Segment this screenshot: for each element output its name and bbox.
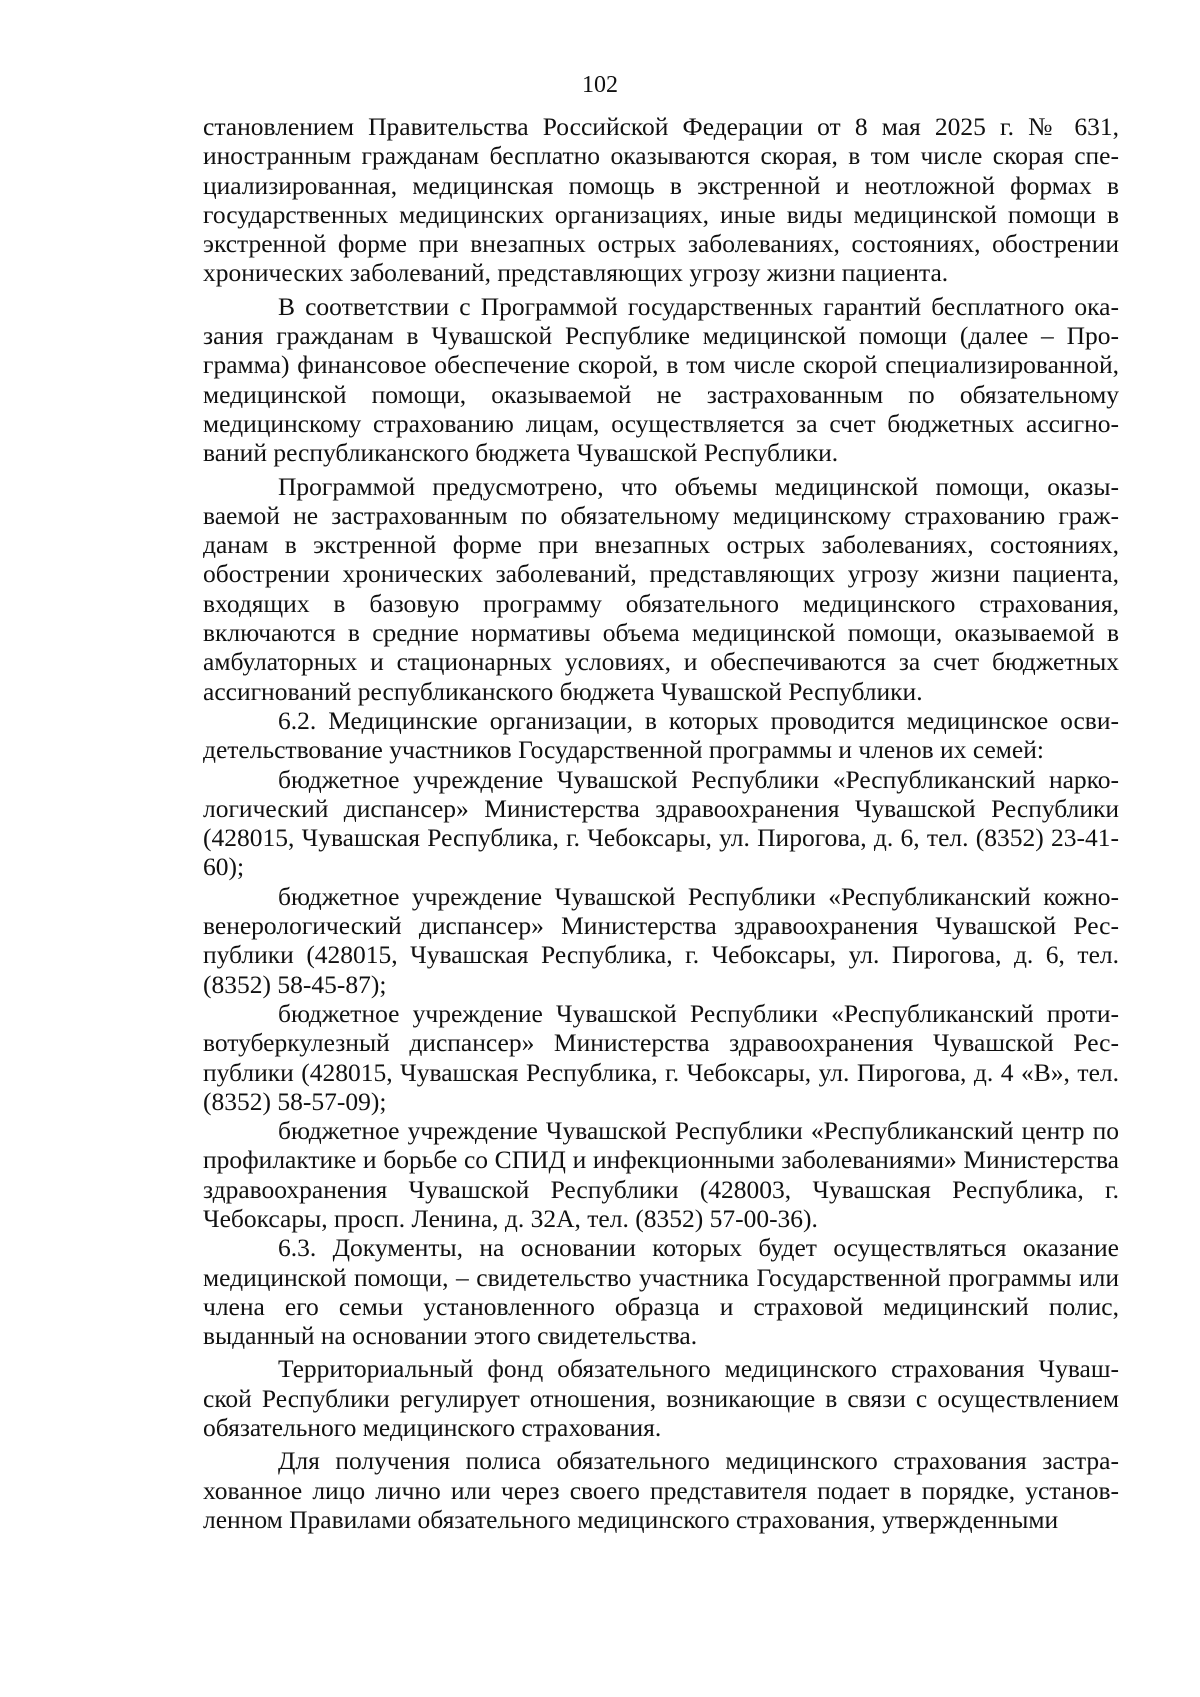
list-item-narcology-dispensary: бюджетное учреждение Чувашской Республики «Республиканский наркологический диспансер» Министерства здравоохранения Чувашской Республики (428015, Чувашская Республика, г. Чебоксары, ул. Пирогова, д. 6, тел. (8352) 23-41-60); (203, 764, 1119, 882)
list-item-aids-center: бюджетное учреждение Чувашской Республики «Республиканский центр по профилактике и борьбе со СПИД и инфекционными заболеваниями» Министерства здравоохранения Чувашской Республики (428003, Чувашская Республика, г. Чебоксары, просп. Ленина, д. 32А, тел. (8352) 57-00-36). (203, 1116, 1119, 1233)
list-item-dermatovenerology-dispensary: бюджетное учреждение Чувашской Республики «Республиканский кожновенерологический диспансер» Министерства здравоохранения Чувашской Республики (428015, Чувашская Республика, г. Чебоксары, ул. Пирогова, д. 6, тел. (8352) 58-45-87); (203, 881, 1119, 999)
page-number: 102 (582, 72, 618, 98)
document-body (203, 112, 1119, 1534)
paragraph-program-volumes: Программой предусмотрено, что объемы медицинской помощи, оказываемой не застрахованным по обязательному медицинскому страхованию гражданам в экстренной форме при внезапных острых заболеваниях, состояниях, обострении хронических заболеваний, представляющих угрозу жизни пациента, входящих в базовую программу обязательного медицинского страхования, включаются в средние нормативы объема медицинской помощи, оказываемой в амбулаторных и стационарных условиях, и обеспечиваются за счет бюджетных ассигнований республиканского бюджета Чувашской Республики. (203, 471, 1119, 706)
paragraph-territorial-fund: Территориальный фонд обязательного медицинского страхования Чувашской Республики регулирует отношения, возникающие в связи с осуществлением обязательного медицинского страхования. (203, 1354, 1119, 1443)
paragraph-6-3: 6.3. Документы, на основании которых будет осуществляться оказание медицинской помощи, – свидетельство участника Государственной программы или члена его семьи установленного образца и страховой медицинский полис, выданный на основании этого свидетельства. (203, 1233, 1119, 1351)
list-item-tuberculosis-dispensary: бюджетное учреждение Чувашской Республики «Республиканский противотуберкулезный диспансер» Министерства здравоохранения Чувашской Республики (428015, Чувашская Республика, г. Чебоксары, ул. Пирогова, д. 4 «В», тел. (8352) 58-57-09); (203, 998, 1119, 1116)
paragraph-continuation: становлением Правительства Российской Федерации от 8 мая 2025 г. № 631, иностранным гражданам бесплатно оказываются скорая, в том числе скорая специализированная, медицинская помощь в экстренной и неотложной формах в государственных медицинских организациях, иные виды медицинской помощи в экстренной форме при внезапных острых заболеваниях, состояниях, обострении хронических заболеваний, представляющих угрозу жизни пациента. (203, 112, 1119, 288)
paragraph-6-2: 6.2. Медицинские организации, в которых проводится медицинское освидетельствование участников Государственной программы и членов их семей: (203, 705, 1119, 765)
paragraph-program-financing: В соответствии с Программой государственных гарантий бесплатного оказания гражданам в Чувашской Республике медицинской помощи (далее – Программа) финансовое обеспечение скорой, в том числе скорой специализированной, медицинской помощи, оказываемой не застрахованным по обязательному медицинскому страхованию лицам, осуществляется за счет бюджетных ассигнований республиканского бюджета Чувашской Республики. (203, 291, 1119, 468)
paragraph-policy-procedure: Для получения полиса обязательного медицинского страхования застрахованное лицо лично или через своего представителя подает в порядке, установленном Правилами обязательного медицинского страхования, утвержденными (203, 1446, 1119, 1534)
